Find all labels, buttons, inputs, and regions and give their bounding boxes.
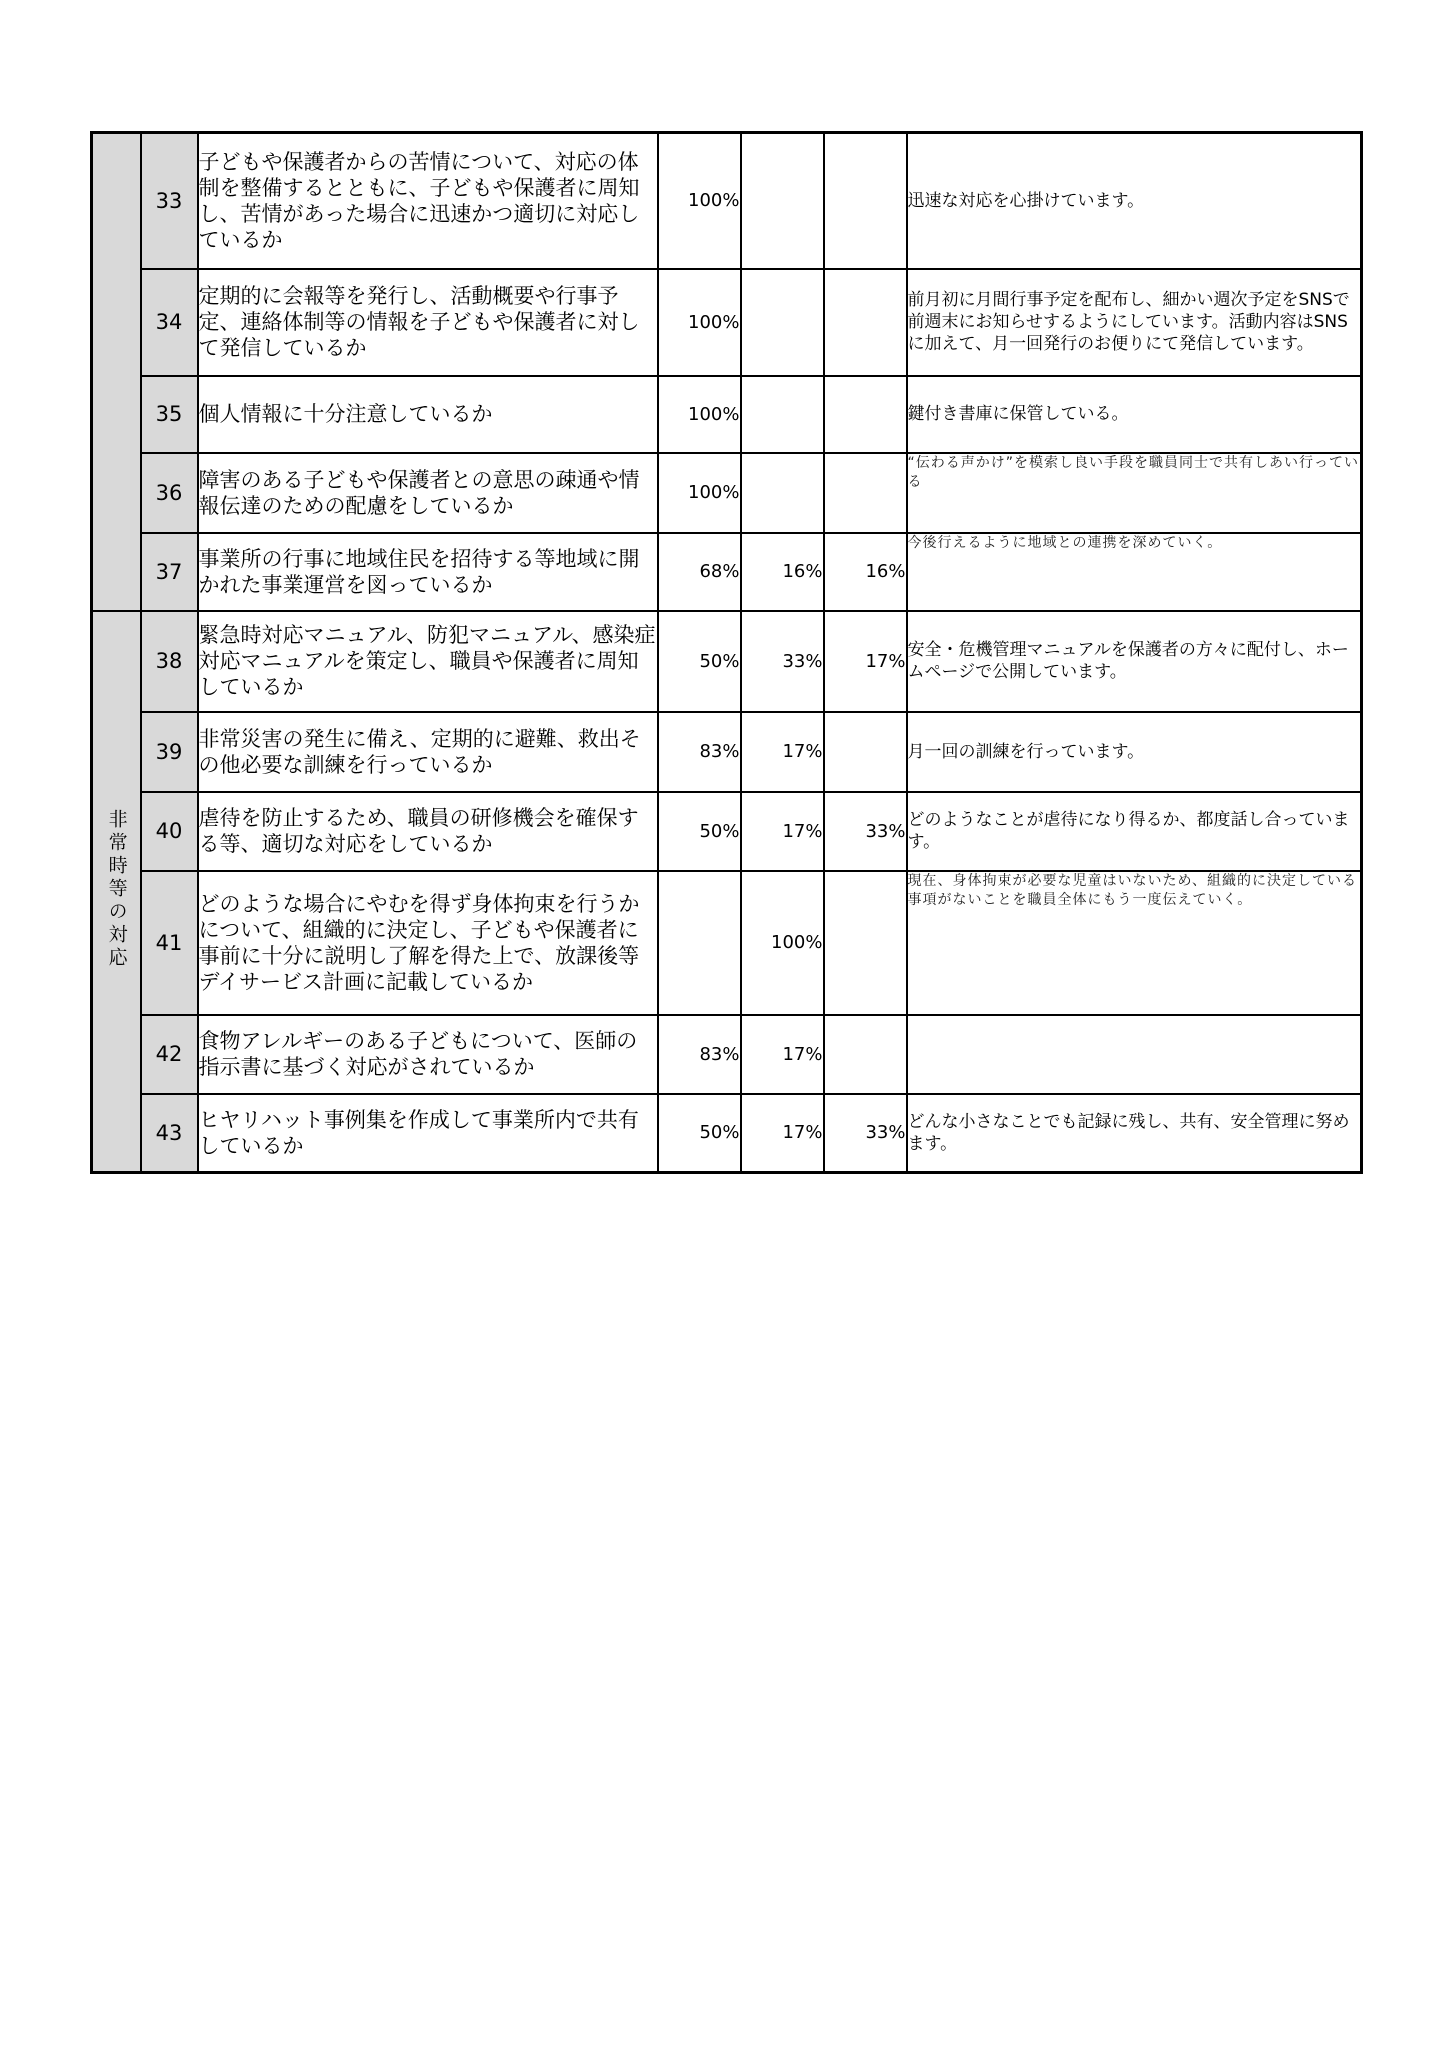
percent-yes: 68%	[658, 533, 741, 611]
percent-no	[824, 1015, 907, 1094]
percent-neutral: 17%	[741, 792, 824, 871]
question-text: 個人情報に十分注意しているか	[198, 376, 658, 453]
table-row	[92, 269, 1362, 376]
percent-no: 17%	[824, 611, 907, 712]
table-row	[92, 871, 1362, 1015]
item-number: 40	[141, 792, 198, 871]
percent-no: 16%	[824, 533, 907, 611]
comment-text: 今後行えるように地域との連携を深めていく。	[907, 533, 1362, 611]
percent-no: 33%	[824, 1094, 907, 1173]
percent-yes: 100%	[658, 453, 741, 533]
question-text: どのような場合にやむを得ず身体拘束を行うかについて、組織的に決定し、子どもや保護者に事前に十分に説明し了解を得た上で、放課後等デイサービス計画に記載しているか	[198, 871, 658, 1015]
percent-yes: 100%	[658, 376, 741, 453]
survey-table	[90, 131, 1363, 1174]
comment-text: どのようなことが虐待になり得るか、都度話し合っています。	[907, 792, 1362, 871]
question-text: 食物アレルギーのある子どもについて、医師の指示書に基づく対応がされているか	[198, 1015, 658, 1094]
percent-neutral: 17%	[741, 1015, 824, 1094]
item-number: 36	[141, 453, 198, 533]
comment-text: 迅速な対応を心掛けています。	[907, 133, 1362, 269]
comment-text	[907, 1015, 1362, 1094]
table-row	[92, 533, 1362, 611]
table-row	[92, 712, 1362, 792]
percent-neutral: 17%	[741, 712, 824, 792]
table-row	[92, 1015, 1362, 1094]
percent-yes: 100%	[658, 269, 741, 376]
comment-text: どんな小さなことでも記録に残し、共有、安全管理に努めます。	[907, 1094, 1362, 1173]
comment-text: 鍵付き書庫に保管している。	[907, 376, 1362, 453]
table-row	[92, 1094, 1362, 1173]
comment-text: 月一回の訓練を行っています。	[907, 712, 1362, 792]
question-text: 緊急時対応マニュアル、防犯マニュアル、感染症対応マニュアルを策定し、職員や保護者に周知しているか	[198, 611, 658, 712]
percent-yes: 83%	[658, 1015, 741, 1094]
item-number: 35	[141, 376, 198, 453]
question-text: 虐待を防止するため、職員の研修機会を確保する等、適切な対応をしているか	[198, 792, 658, 871]
question-text: 子どもや保護者からの苦情について、対応の体制を整備するとともに、子どもや保護者に周知し、苦情があった場合に迅速かつ適切に対応しているか	[198, 133, 658, 269]
percent-neutral: 16%	[741, 533, 824, 611]
question-text: 定期的に会報等を発行し、活動概要や行事予定、連絡体制等の情報を子どもや保護者に対して発信しているか	[198, 269, 658, 376]
percent-yes: 83%	[658, 712, 741, 792]
percent-yes: 100%	[658, 133, 741, 269]
table-row	[92, 133, 1362, 269]
percent-no: 33%	[824, 792, 907, 871]
item-number: 33	[141, 133, 198, 269]
percent-yes	[658, 871, 741, 1015]
table-row	[92, 611, 1362, 712]
item-number: 42	[141, 1015, 198, 1094]
percent-yes: 50%	[658, 792, 741, 871]
percent-neutral: 100%	[741, 871, 824, 1015]
category-cell	[92, 133, 141, 611]
comment-text: 前月初に月間行事予定を配布し、細かい週次予定をSNSで前週末にお知らせするようにしています。活動内容はSNSに加えて、月一回発行のお便りにて発信しています。	[907, 269, 1362, 376]
item-number: 41	[141, 871, 198, 1015]
question-text: 非常災害の発生に備え、定期的に避難、救出その他必要な訓練を行っているか	[198, 712, 658, 792]
table-row	[92, 376, 1362, 453]
percent-neutral	[741, 269, 824, 376]
percent-yes: 50%	[658, 611, 741, 712]
percent-neutral	[741, 453, 824, 533]
question-text: 事業所の行事に地域住民を招待する等地域に開かれた事業運営を図っているか	[198, 533, 658, 611]
table-row	[92, 453, 1362, 533]
percent-no	[824, 712, 907, 792]
category-label: 非常時等の対応	[105, 808, 128, 970]
question-text: ヒヤリハット事例集を作成して事業所内で共有しているか	[198, 1094, 658, 1173]
item-number: 43	[141, 1094, 198, 1173]
percent-neutral: 33%	[741, 611, 824, 712]
percent-neutral: 17%	[741, 1094, 824, 1173]
comment-text: 現在、身体拘束が必要な児童はいないため、組織的に決定している事項がないことを職員全体にもう一度伝えていく。	[907, 871, 1362, 1015]
comment-text: 安全・危機管理マニュアルを保護者の方々に配付し、ホームページで公開しています。	[907, 611, 1362, 712]
percent-neutral	[741, 376, 824, 453]
percent-no	[824, 871, 907, 1015]
percent-neutral	[741, 133, 824, 269]
comment-text: “伝わる声かけ”を模索し良い手段を職員同士で共有しあい行っている	[907, 453, 1362, 533]
percent-no	[824, 269, 907, 376]
percent-no	[824, 376, 907, 453]
item-number: 37	[141, 533, 198, 611]
item-number: 34	[141, 269, 198, 376]
table-row	[92, 792, 1362, 871]
item-number: 38	[141, 611, 198, 712]
percent-no	[824, 133, 907, 269]
percent-yes: 50%	[658, 1094, 741, 1173]
item-number: 39	[141, 712, 198, 792]
question-text: 障害のある子どもや保護者との意思の疎通や情報伝達のための配慮をしているか	[198, 453, 658, 533]
category-cell	[92, 611, 141, 1173]
percent-no	[824, 453, 907, 533]
